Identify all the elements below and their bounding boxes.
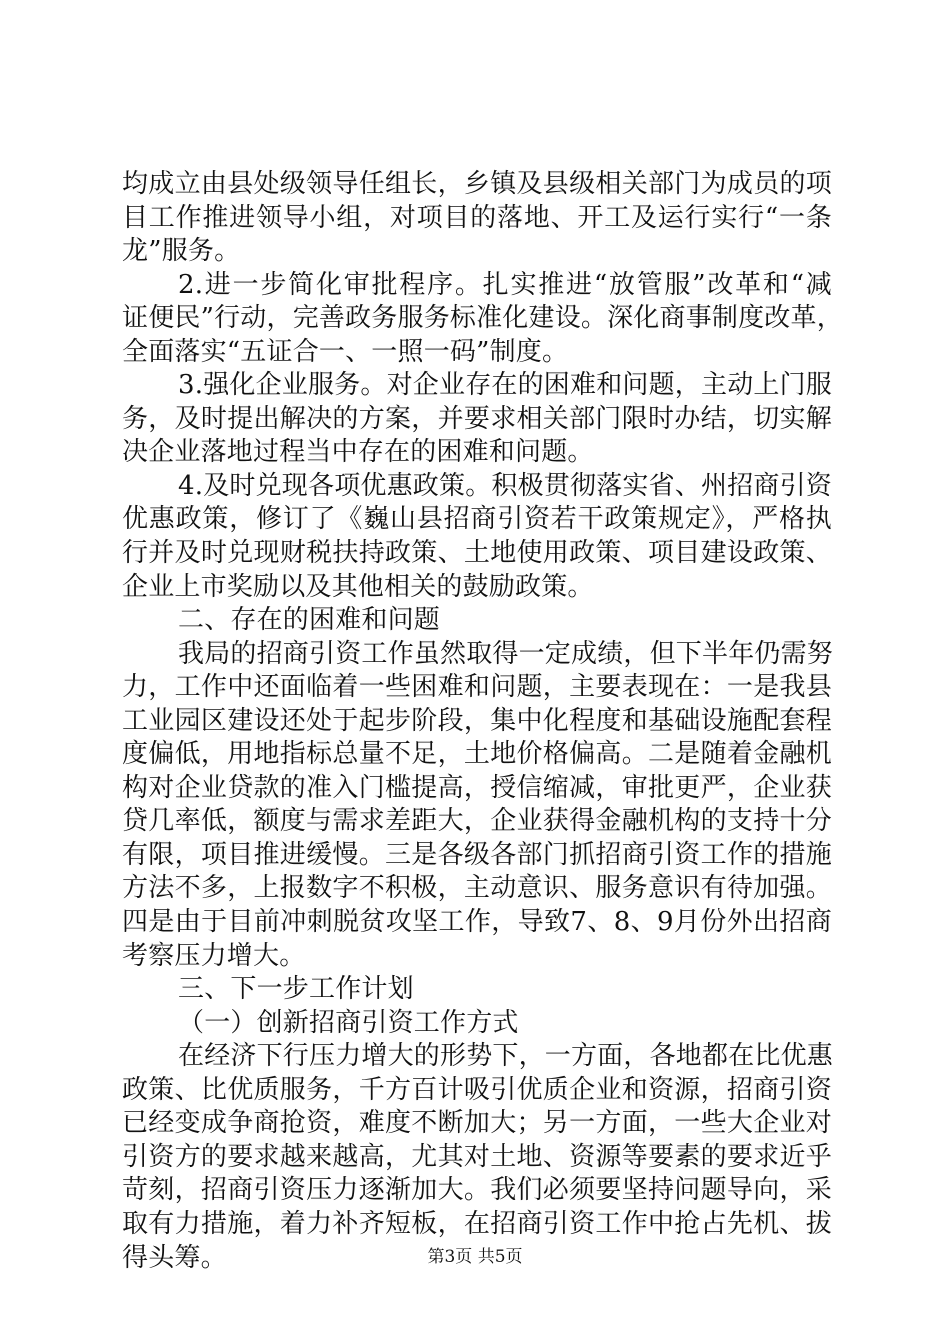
text-line: 均成立由县处级领导任组长，乡镇及县级相关部门为成员的项	[122, 169, 832, 199]
text-line: 优惠政策，修订了《巍山县招商引资若干政策规定》，严格执	[122, 504, 832, 535]
text-line: 考察压力增大。	[122, 940, 306, 971]
text-line: 证便民”行动，完善政务服务标准化建设。深化商事制度改革，	[122, 303, 843, 334]
page-footer: 第3页 共5页	[427, 1247, 523, 1267]
text-line: 务，及时提出解决的方案，并要求相关部门限时办结，切实解	[122, 403, 832, 434]
text-line: 方法不多，上报数字不积极，主动意识、服务意识有待加强。	[122, 873, 832, 904]
text-line: 龙”服务。	[122, 236, 241, 267]
text-line: 构对企业贷款的准入门槛提高，授信缩减，审批更严，企业获	[122, 772, 832, 803]
text-line: 企业上市奖励以及其他相关的鼓励政策。	[122, 571, 594, 602]
text-line: 三、下一步工作计划	[178, 974, 414, 1005]
text-line: 2.进一步简化审批程序。扎实推进“放管服”改革和“减	[178, 269, 832, 300]
text-line: 苛刻，招商引资压力逐渐加大。我们必须要坚持问题导向，采	[122, 1175, 832, 1206]
text-line: 力，工作中还面临着一些困难和问题，主要表现在：一是我县	[122, 672, 832, 703]
text-line: 决企业落地过程当中存在的困难和问题。	[122, 437, 594, 468]
text-line: 在经济下行压力增大的形势下，一方面，各地都在比优惠	[178, 1041, 834, 1072]
text-line: 得头筹。	[122, 1242, 227, 1273]
text-line: 4.及时兑现各项优惠政策。积极贯彻落实省、州招商引资	[178, 470, 833, 501]
text-line: 贷几率低，额度与需求差距大，企业获得金融机构的支持十分	[122, 806, 832, 837]
text-line: 工业园区建设还处于起步阶段，集中化程度和基础设施配套程	[122, 705, 832, 736]
text-line: 有限，项目推进缓慢。三是各级各部门抓招商引资工作的措施	[122, 839, 832, 870]
document-body	[122, 168, 843, 1275]
text-line: 引资方的要求越来越高，尤其对土地、资源等要素的要求近乎	[122, 1141, 832, 1172]
text-line: 3.强化企业服务。对企业存在的困难和问题，主动上门服	[178, 370, 833, 401]
text-line: 取有力措施，着力补齐短板，在招商引资工作中抢占先机、拔	[122, 1208, 832, 1239]
text-line: 四是由于目前冲刺脱贫攻坚工作，导致7、8、9月份外出招商	[122, 907, 832, 938]
text-line: 目工作推进领导小组，对项目的落地、开工及运行实行“一条	[122, 202, 832, 233]
text-line: 度偏低，用地指标总量不足，土地价格偏高。二是随着金融机	[122, 739, 832, 770]
text-line: 政策、比优质服务，千方百计吸引优质企业和资源，招商引资	[122, 1074, 832, 1105]
text-line: 全面落实“五证合一、一照一码”制度。	[122, 336, 569, 367]
text-line: 二、存在的困难和问题	[178, 605, 441, 636]
text-line: 已经变成争商抢资，难度不断加大；另一方面，一些大企业对	[122, 1108, 832, 1139]
text-line: （一）创新招商引资工作方式	[178, 1007, 519, 1038]
text-line: 我局的招商引资工作虽然取得一定成绩，但下半年仍需努	[178, 638, 834, 669]
text-line: 行并及时兑现财税扶持政策、土地使用政策、项目建设政策、	[122, 538, 832, 569]
